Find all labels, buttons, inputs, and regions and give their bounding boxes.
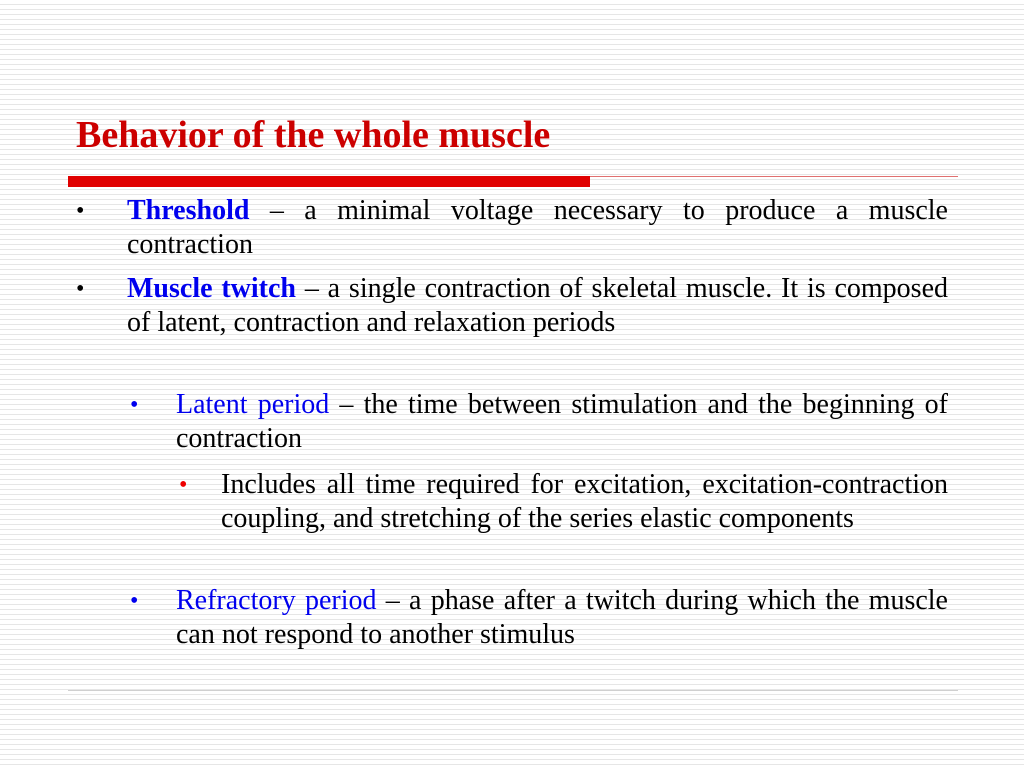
detail-text: Includes all time required for excitation, excitation-contraction coupling, and stretching of the series elastic components	[221, 469, 948, 534]
footer-divider	[68, 690, 958, 691]
definition-latent-period: – the time between stimulation and the beginning of contraction	[176, 389, 948, 454]
definition-threshold: – a minimal voltage necessary to produce a muscle contraction	[127, 195, 948, 260]
title-underline-accent	[68, 176, 590, 187]
term-refractory-period: Refractory period	[176, 585, 377, 616]
term-muscle-twitch: Muscle twitch	[127, 273, 297, 304]
bullet-dot: •	[130, 588, 139, 614]
slide-title: Behavior of the whole muscle	[76, 114, 551, 156]
bullet-threshold	[76, 194, 948, 262]
bullet-refractory-period	[130, 584, 948, 652]
bullet-dot: •	[130, 392, 139, 418]
bullet-dot: •	[76, 198, 85, 224]
title-underline-thin	[590, 176, 958, 177]
bullet-latent-period-detail	[179, 468, 948, 536]
bullet-dot: •	[76, 276, 85, 302]
definition-refractory-period: – a phase after a twitch during which the muscle can not respond to another stimulus	[176, 585, 948, 650]
bullet-muscle-twitch	[76, 272, 949, 340]
term-latent-period: Latent period	[176, 389, 330, 420]
term-threshold: Threshold	[127, 195, 250, 226]
definition-muscle-twitch: – a single contraction of skeletal muscle. It is composed of latent, contraction and relaxation periods	[127, 273, 949, 338]
bullet-dot: •	[179, 472, 188, 498]
bullet-latent-period	[130, 388, 948, 456]
